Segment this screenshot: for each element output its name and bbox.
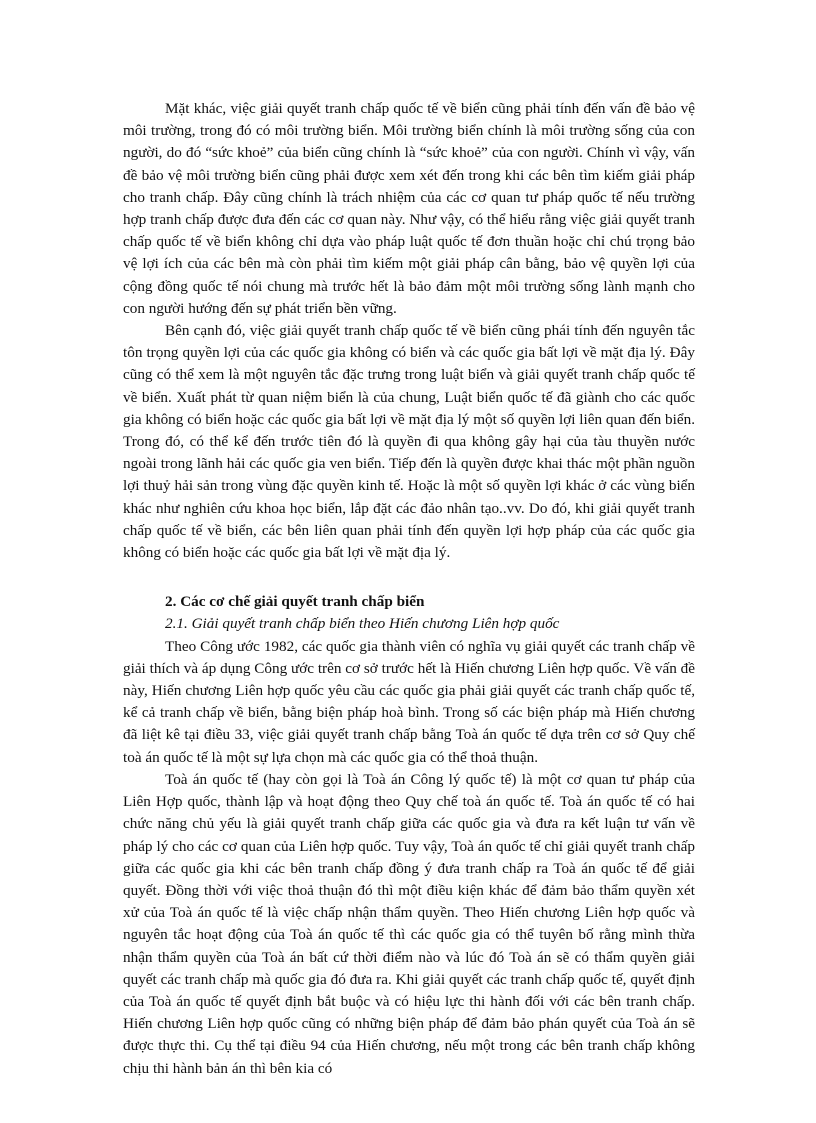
paragraph-environment: Mặt khác, việc giải quyết tranh chấp quốc tế về biển cũng phải tính đến vấn đề bảo vệ môi trường, trong đó có môi trường biển. Môi trường biển chính là môi trường sống của con người, do đó “sức khoẻ” của biển cũng chính là “sức khoẻ” của con người. Chính vì vậy, vấn đề bảo vệ môi trường biển cũng phải được xem xét đến trong khi các bên tìm kiếm giải pháp cho tranh chấp. Đây cũng chính là trách nhiệm của các cơ quan tư pháp quốc tế nếu trường hợp tranh chấp được đưa đến các cơ quan này. Như vậy, có thể hiểu rằng việc giải quyết tranh chấp quốc tế về biển không chỉ dựa vào pháp luật quốc tế đơn thuần hoặc chỉ chú trọng bảo vệ lợi ích của các bên mà còn phải tìm kiếm một giải pháp cân bằng, bảo vệ quyền lợi của cộng đồng quốc tế nói chung mà trước hết là bảo đảm một môi trường sống lành mạnh cho con người hướng đến sự phát triển bền vững. <box>123 100 695 317</box>
paragraph-landlocked-states: Bên cạnh đó, việc giải quyết tranh chấp quốc tế về biển cũng phái tính đến nguyên tắc tôn trọng quyền lợi của các quốc gia không có biển và các quốc gia bất lợi về mặt địa lý. Đây cũng có thể xem là một nguyên tắc đặc trưng trong luật biển và giải quyết tranh chấp quốc tế về biển. Xuất phát từ quan niệm biển là của chung, Luật biển quốc tế đã giành cho các quốc gia không có biển hoặc các quốc gia bất lợi về mặt địa lý một số quyền lợi liên quan đến biển. Trong đó, có thể kể đến trước tiên đó là quyền đi qua không gây hại của tàu thuyền nước ngoài trong lãnh hải các quốc gia ven biển. Tiếp đến là quyền được khai thác một phần nguồn lợi thuỷ hải sản trong vùng đặc quyền kinh tế. Hoặc là một số quyền lợi khác ở các vùng biển khác như nghiên cứu khoa học biển, lắp đặt các đảo nhân tạo..vv. Do đó, khi giải quyết tranh chấp quốc tế về biển, các bên liên quan phải tính đến quyền lợi hợp pháp của các quốc gia không có biển hoặc các quốc gia bất lợi về mặt địa lý. <box>123 322 695 562</box>
paragraph-international-court: Toà án quốc tế (hay còn gọi là Toà án Công lý quốc tế) là một cơ quan tư pháp của Liên Hợp quốc, thành lập và hoạt động theo Quy chế toà án quốc tế. Toà án quốc tế có hai chức năng chủ yếu là giải quyết tranh chấp giữa các quốc gia và đưa ra kết luận tư vấn về pháp lý cho các cơ quan của Liên hợp quốc. Tuy vậy, Toà án quốc tế chỉ giải quyết tranh chấp giữa các quốc gia khi các bên tranh chấp đồng ý đưa tranh chấp ra Toà án quốc tế để giải quyết. Đồng thời với việc thoả thuận đó thì một điều kiện khác để đảm bảo thẩm quyền xét xử của Toà án quốc tế là việc chấp nhận thẩm quyền. Theo Hiến chương Liên hợp quốc và nguyên tắc hoạt động của Toà án quốc tế thì các quốc gia có thể tuyên bố rằng mình thừa nhận thẩm quyền của Toà án bất cứ thời điểm nào và lúc đó Toà án sẽ có thẩm quyền giải quyết các tranh chấp mà quốc gia đó đưa ra. Khi giải quyết các tranh chấp quốc tế, quyết định của Toà án quốc tế quyết định bắt buộc và có hiệu lực thi hành đối với các bên tranh chấp. Hiến chương Liên hợp quốc cũng có những biện pháp để đảm bảo phán quyết của Toà án sẽ được thực thi. Cụ thể tại điều 94 của Hiến chương, nếu một trong các bên tranh chấp không chịu thi hành bản án thì bên kia có <box>123 770 695 1077</box>
section-heading: 2. Các cơ chế giải quyết tranh chấp biển <box>165 593 425 611</box>
subsection-heading: 2.1. Giải quyết tranh chấp biển theo Hiến chương Liên hợp quốc <box>165 615 560 633</box>
paragraph-convention-1982: Theo Công ước 1982, các quốc gia thành viên có nghĩa vụ giải quyết các tranh chấp về giải thích và áp dụng Công ước trên cơ sở trước hết là Hiến chương Liên hợp quốc. Về vấn đề này, Hiến chương Liên hợp quốc yêu cầu các quốc gia phải giải quyết các tranh chấp quốc tế, kể cả tranh chấp về biển, bằng biện pháp hoà bình. Trong số các biện pháp mà Hiến chương đã liệt kê tại điều 33, việc giải quyết tranh chấp bằng Toà án quốc tế dựa trên cơ sở Quy chế toà án quốc tế là một sự lựa chọn mà các quốc gia có thể thoả thuận. <box>123 637 695 766</box>
document-page <box>123 98 695 1080</box>
